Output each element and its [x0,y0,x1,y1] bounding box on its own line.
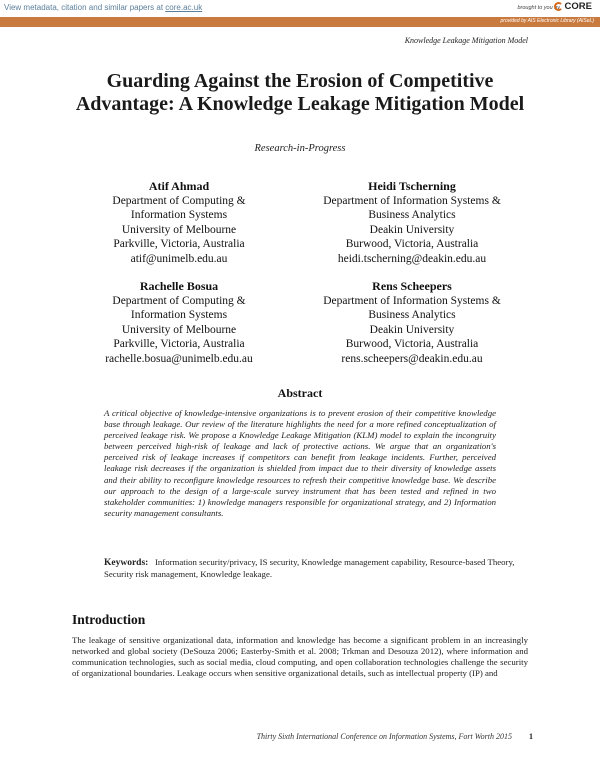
core-logo[interactable] [554,1,592,12]
author-location: Burwood, Victoria, Australia [345,338,479,350]
keywords-text: Information security/privacy, IS security, Knowledge management capability, Resource-based Theory, Security risk management, Knowledge leakage. [104,557,515,580]
author-department-cont: Business Analytics [368,309,456,321]
core-link-prefix: View metadata, citation and similar papers at [4,3,166,12]
core-logo-icon [554,2,563,11]
author-university: University of Melbourne [121,323,237,336]
running-head: Knowledge Leakage Mitigation Model [404,36,528,45]
paper-title: Guarding Against the Erosion of Competitive Advantage: A Knowledge Leakage Mitigation Model [75,70,525,115]
author-location: Parkville, Victoria, Australia [113,338,245,350]
author-email: atif@unimelb.edu.au [130,252,228,265]
author-department: Department of Information Systems & [323,294,501,307]
author-email: rachelle.bosua@unimelb.edu.au [105,352,253,365]
core-brought-text: brought to you by [517,5,560,11]
author-block-4 [292,279,532,366]
author-email: heidi.tscherning@deakin.edu.au [337,252,487,265]
core-provided-text[interactable]: provided by AIS Electronic Library (AISeL) [500,18,594,24]
author-block-1 [59,179,299,266]
keywords-label: Keywords: [104,558,149,568]
footer-conference: Thirty Sixth International Conference on Information Systems, Fort Worth 2015 [256,732,512,741]
author-email: rens.scheepers@deakin.edu.au [341,352,483,365]
core-link-text[interactable]: core.ac.uk [165,3,203,12]
author-block-3 [59,279,299,366]
introduction-text: The leakage of sensitive organizational data, information and knowledge has become a significant problem in an increasingly networked and global society (DeSouza 2006; Easterby-Smith et al. 2008; Trkman and Desouza 2012), where information and communication technologies, such as social media, cloud computing, and open collaboration technologies challenge the security of organizational boundaries. Leakage occurs when sensitive organizational details, such as intellectual property (IP) and [72,635,528,679]
author-name: Rachelle Bosua [139,279,219,293]
author-department: Department of Information Systems & [323,194,501,207]
keywords [104,557,534,580]
page-number: 1 [529,732,533,741]
introduction-heading: Introduction [72,612,146,627]
abstract-heading: Abstract [277,386,323,400]
author-name: Heidi Tscherning [368,179,456,193]
author-name: Rens Scheepers [372,279,452,293]
author-university: Deakin University [369,323,455,336]
author-name: Atif Ahmad [148,179,210,193]
paper-subtitle: Research-in-Progress [254,143,346,154]
author-university: Deakin University [369,223,455,236]
author-department-cont: Business Analytics [368,209,456,221]
author-department-cont: Information Systems [130,209,228,221]
core-banner [0,0,600,28]
core-metadata-link[interactable] [4,3,202,12]
core-provided-strip [0,17,600,27]
author-university: University of Melbourne [121,223,237,236]
abstract-text: A critical objective of knowledge-intensive organizations is to prevent erosion of their competitive knowledge base through leakage. Our review of the literature highlights the need for a more refined conceptualization of perceived leakage risk. We propose a Knowledge Leakage Mitigation (KLM) model to explain the incongruity between perceived high-risk of leakage and lack of protective actions. We argue that an organization's perceived risk of leakage increases if competitors can benefit from leakage incidents. Further, perceived leakage risk decreases if the organization is shielded from impact due to their diversity of knowledge assets and their ability to reconfigure knowledge resources to refresh their competitive knowledge base. We describe our approach to the design of a large-scale survey instrument that has been tested and refined in two stakeholder communities: 1) knowledge managers responsible for organizational strategy, and 2) Information security management consultants. [104,408,496,518]
author-location: Burwood, Victoria, Australia [345,238,479,250]
author-department: Department of Computing & [112,294,246,307]
author-department-cont: Information Systems [130,309,228,321]
author-block-2 [292,179,532,266]
author-department: Department of Computing & [112,194,246,207]
author-location: Parkville, Victoria, Australia [113,238,245,250]
core-logo-text: CORE [564,1,592,12]
